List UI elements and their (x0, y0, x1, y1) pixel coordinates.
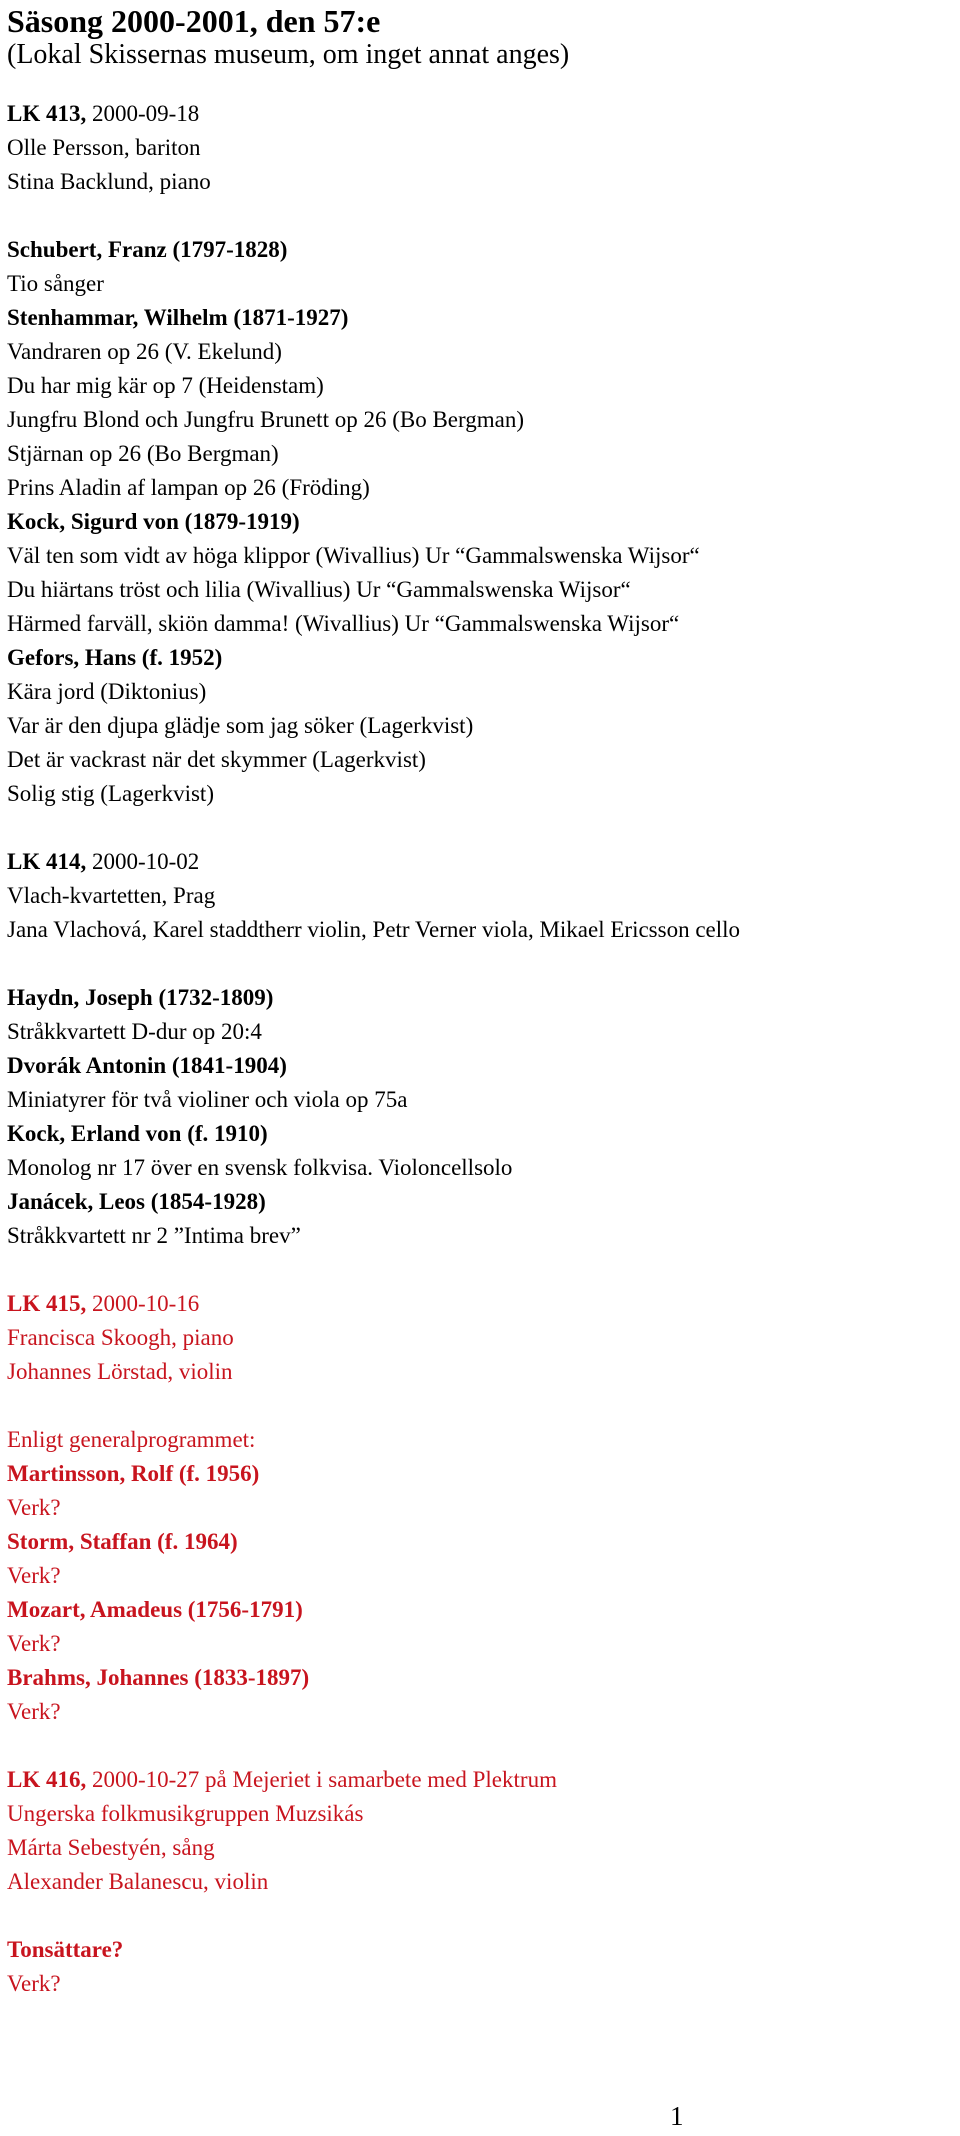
work: Verk? (7, 1699, 61, 1724)
composer: Kock, Erland von (f. 1910) (7, 1121, 268, 1146)
concert-date: 2000-10-27 på Mejeriet i samarbete med Plektrum (86, 1767, 557, 1792)
spacer (7, 1899, 953, 1933)
work: Kära jord (Diktonius) (7, 679, 207, 704)
performer: Stina Backlund, piano (7, 169, 211, 194)
spacer (7, 1729, 953, 1763)
work: Du har mig kär op 7 (Heidenstam) (7, 373, 324, 398)
work: Var är den djupa glädje som jag söker (Lagerkvist) (7, 713, 474, 738)
work: Vandraren op 26 (V. Ekelund) (7, 339, 282, 364)
concert-lk415 (7, 1287, 953, 1729)
work: Det är vackrast när det skymmer (Lagerkvist) (7, 747, 426, 772)
performer: Alexander Balanescu, violin (7, 1869, 269, 1894)
spacer (7, 1389, 953, 1423)
work: Prins Aladin af lampan op 26 (Fröding) (7, 475, 370, 500)
performer: Vlach-kvartetten, Prag (7, 883, 216, 908)
composer: Kock, Sigurd von (1879-1919) (7, 509, 300, 534)
composer: Tonsättare? (7, 1937, 124, 1962)
work: Väl ten som vidt av höga klippor (Wivallius) Ur “Gammalswenska Wijsor“ (7, 543, 700, 568)
composer: Dvorák Antonin (1841-1904) (7, 1053, 287, 1078)
concert-lk414 (7, 845, 953, 1253)
composer: Martinsson, Rolf (f. 1956) (7, 1461, 260, 1486)
page-number: 1 (670, 2101, 684, 2131)
concert-id: LK 414, (7, 849, 87, 874)
performer: Francisca Skoogh, piano (7, 1325, 234, 1350)
performer: Márta Sebestyén, sång (7, 1835, 215, 1860)
work: Stråkkvartett nr 2 ”Intima brev” (7, 1223, 301, 1248)
concert-id: LK 415, (7, 1291, 87, 1316)
concert-header (7, 845, 953, 879)
work: Stråkkvartett D-dur op 20:4 (7, 1019, 262, 1044)
composer: Mozart, Amadeus (1756-1791) (7, 1597, 303, 1622)
work: Miniatyrer för två violiner och viola op 75a (7, 1087, 408, 1112)
performer: Olle Persson, bariton (7, 135, 201, 160)
spacer (7, 811, 953, 845)
performer: Johannes Lörstad, violin (7, 1359, 233, 1384)
program-intro: Enligt generalprogrammet: (7, 1427, 256, 1452)
work: Verk? (7, 1563, 61, 1588)
composer: Haydn, Joseph (1732-1809) (7, 985, 274, 1010)
performer: Ungerska folkmusikgruppen Muzsikás (7, 1801, 364, 1826)
composer: Janácek, Leos (1854-1928) (7, 1189, 266, 1214)
spacer (7, 199, 953, 233)
concert-date: 2000-10-16 (86, 1291, 200, 1316)
composer: Storm, Staffan (f. 1964) (7, 1529, 238, 1554)
concert-header (7, 1287, 953, 1321)
composer: Gefors, Hans (f. 1952) (7, 645, 223, 670)
concert-header (7, 97, 953, 131)
concert-lk416 (7, 1763, 953, 2001)
work: Solig stig (Lagerkvist) (7, 781, 214, 806)
work: Härmed farväll, skiön damma! (Wivallius) Ur “Gammalswenska Wijsor“ (7, 611, 680, 636)
spacer (7, 947, 953, 981)
performer: Jana Vlachová, Karel staddtherr violin, Petr Verner viola, Mikael Ericsson cello (7, 917, 741, 942)
concert-id: LK 413, (7, 101, 87, 126)
concert-id: LK 416, (7, 1767, 87, 1792)
concert-lk413 (7, 97, 953, 811)
work: Stjärnan op 26 (Bo Bergman) (7, 441, 279, 466)
composer: Brahms, Johannes (1833-1897) (7, 1665, 310, 1690)
work: Jungfru Blond och Jungfru Brunett op 26 (Bo Bergman) (7, 407, 525, 432)
work: Verk? (7, 1971, 61, 1996)
page-subtitle: (Lokal Skissernas museum, om inget annat anges) (7, 39, 570, 70)
work: Monolog nr 17 över en svensk folkvisa. Violoncellsolo (7, 1155, 513, 1180)
concert-header (7, 1763, 953, 1797)
work: Du hiärtans tröst och lilia (Wivallius) Ur “Gammalswenska Wijsor“ (7, 577, 631, 602)
document-page (7, 0, 953, 2001)
composer: Schubert, Franz (1797-1828) (7, 237, 288, 262)
concert-date: 2000-10-02 (86, 849, 200, 874)
concert-date: 2000-09-18 (86, 101, 200, 126)
composer: Stenhammar, Wilhelm (1871-1927) (7, 305, 349, 330)
spacer (7, 1253, 953, 1287)
page-title: Säsong 2000-2001, den 57:e (7, 3, 381, 39)
work: Verk? (7, 1495, 61, 1520)
work: Tio sånger (7, 271, 104, 296)
work: Verk? (7, 1631, 61, 1656)
